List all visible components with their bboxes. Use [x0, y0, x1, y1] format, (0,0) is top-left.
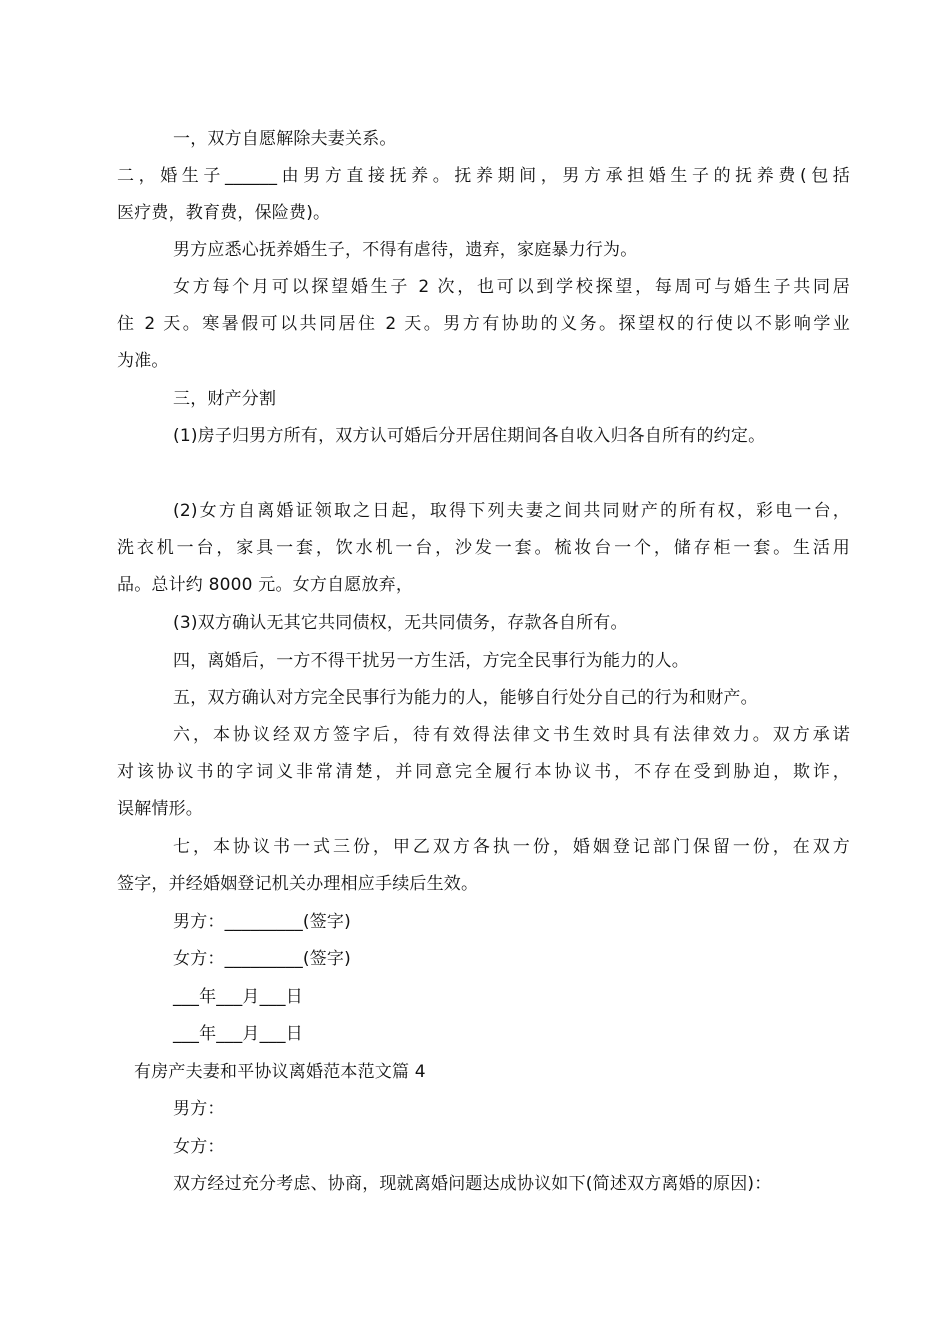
- clause-3-heading: 三，财产分割: [173, 389, 277, 409]
- clause-3b-line-2: 洗衣机一台，家具一套，饮水机一台，沙发一套。梳妆台一个，储存柜一套。生活用: [117, 538, 850, 558]
- next-male: 男方：: [173, 1099, 225, 1119]
- signature-date-1: ___年___月___日: [173, 987, 303, 1007]
- clause-6-line-3: 误解情形。: [117, 799, 203, 819]
- next-female: 女方：: [173, 1137, 225, 1157]
- clause-3a-line-1: (1)房子归男方所有，双方认可婚后分开居住期间各自收入归各自所有的约定。: [173, 426, 766, 446]
- signature-date-2: ___年___月___日: [173, 1024, 303, 1044]
- clause-7-line-1: 七，本协议书一式三份，甲乙双方各执一份，婚姻登记部门保留一份，在双方: [173, 837, 850, 857]
- clause-6-line-2: 对该协议书的字词义非常清楚，并同意完全履行本协议书，不存在受到胁迫，欺诈，: [117, 762, 850, 782]
- signature-female: 女方：_________(签字): [173, 949, 351, 969]
- clause-5-line-1: 五，双方确认对方完全民事行为能力的人，能够自行处分自己的行为和财产。: [173, 688, 758, 708]
- clause-2c-line-2: 住 2 天。寒暑假可以共同居住 2 天。男方有协助的义务。探望权的行使以不影响学业: [117, 314, 850, 334]
- clause-2b-line-1: 男方应悉心抚养婚生子，不得有虐待，遗弃，家庭暴力行为。: [173, 240, 638, 260]
- clause-2c-line-3: 为准。: [117, 351, 169, 371]
- signature-male: 男方：_________(签字): [173, 912, 351, 932]
- clause-7-line-2: 签字，并经婚姻登记机关办理相应手续后生效。: [117, 874, 479, 894]
- clause-2-line-1: 二，婚生子______由男方直接抚养。抚养期间，男方承担婚生子的抚养费(包括: [117, 166, 850, 186]
- clause-4-line-1: 四，离婚后，一方不得干扰另一方生活，方完全民事行为能力的人。: [173, 651, 689, 671]
- clause-3b-line-1: (2)女方自离婚证领取之日起，取得下列夫妻之间共同财产的所有权，彩电一台，: [173, 501, 850, 521]
- clause-2c-line-1: 女方每个月可以探望婚生子 2 次，也可以到学校探望，每周可与婚生子共同居: [173, 277, 850, 297]
- clause-2-line-2: 医疗费，教育费，保险费)。: [117, 203, 331, 223]
- section-title: 有房产夫妻和平协议离婚范本范文篇 4: [134, 1062, 426, 1082]
- next-intro: 双方经过充分考虑、协商，现就离婚问题达成协议如下(简述双方离婚的原因)：: [173, 1174, 772, 1194]
- clause-3b-line-3: 品。总计约 8000 元。女方自愿放弃，: [117, 575, 414, 595]
- clause-6-line-1: 六，本协议经双方签字后，待有效得法律文书生效时具有法律效力。双方承诺: [173, 725, 850, 745]
- clause-1-line-1: 一，双方自愿解除夫妻关系。: [173, 129, 397, 149]
- clause-3c-line-1: (3)双方确认无其它共同债权，无共同债务，存款各自所有。: [173, 613, 628, 633]
